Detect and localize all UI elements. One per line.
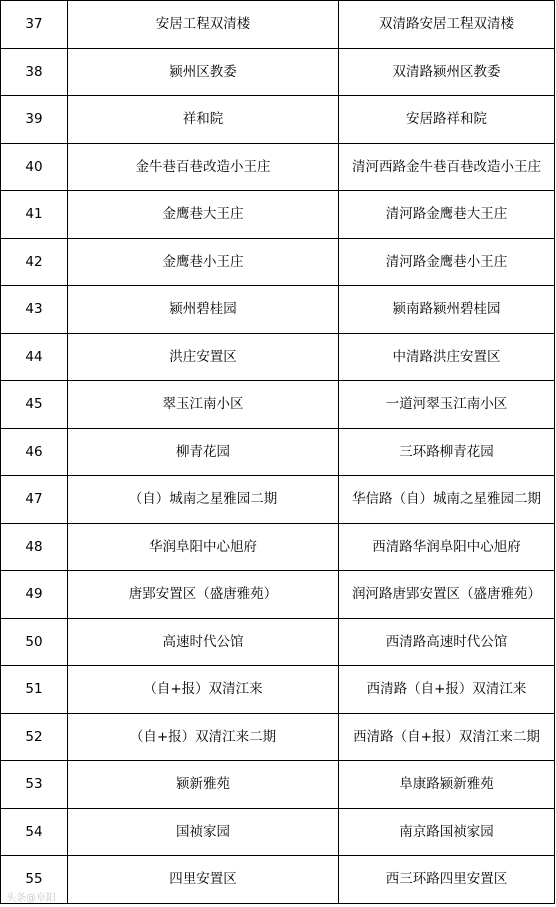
table-row — [1, 96, 555, 144]
row-number: 47 — [1, 476, 68, 524]
row-number: 54 — [1, 808, 68, 856]
table-row — [1, 808, 555, 856]
community-name: 颍新雅苑 — [68, 761, 339, 809]
community-name: 安居工程双清楼 — [68, 1, 339, 49]
community-name: 翠玉江南小区 — [68, 381, 339, 429]
table-row — [1, 381, 555, 429]
table-row — [1, 856, 555, 904]
community-address: 中清路洪庄安置区 — [339, 333, 555, 381]
community-address: 华信路（自）城南之星雅园二期 — [339, 476, 555, 524]
community-address: 三环路柳青花园 — [339, 428, 555, 476]
row-number: 42 — [1, 238, 68, 286]
row-number: 40 — [1, 143, 68, 191]
table-row — [1, 1, 555, 49]
community-address: 西清路华润阜阳中心旭府 — [339, 523, 555, 571]
community-name: 颍州碧桂园 — [68, 286, 339, 334]
table-row — [1, 666, 555, 714]
community-name: （自+报）双清江来 — [68, 666, 339, 714]
community-name: 华润阜阳中心旭府 — [68, 523, 339, 571]
community-name: 四里安置区 — [68, 856, 339, 904]
row-number: 37 — [1, 1, 68, 49]
table-row — [1, 761, 555, 809]
community-address: 一道河翠玉江南小区 — [339, 381, 555, 429]
table-row — [1, 618, 555, 666]
table-row — [1, 191, 555, 239]
community-address: 双清路安居工程双清楼 — [339, 1, 555, 49]
community-address: 安居路祥和院 — [339, 96, 555, 144]
table-row — [1, 476, 555, 524]
community-name: 金牛巷百巷改造小王庄 — [68, 143, 339, 191]
row-number: 50 — [1, 618, 68, 666]
table-row — [1, 713, 555, 761]
row-number: 49 — [1, 571, 68, 619]
row-number: 53 — [1, 761, 68, 809]
row-number: 46 — [1, 428, 68, 476]
community-address: 清河西路金牛巷百巷改造小王庄 — [339, 143, 555, 191]
community-address: 润河路唐郢安置区（盛唐雅苑） — [339, 571, 555, 619]
community-address: 西清路（自+报）双清江来二期 — [339, 713, 555, 761]
community-address: 阜康路颍新雅苑 — [339, 761, 555, 809]
table-row — [1, 428, 555, 476]
community-address: 清河路金鹰巷小王庄 — [339, 238, 555, 286]
table-row — [1, 571, 555, 619]
community-address: 西清路（自+报）双清江来 — [339, 666, 555, 714]
row-number: 48 — [1, 523, 68, 571]
row-number: 51 — [1, 666, 68, 714]
community-address: 颍南路颍州碧桂园 — [339, 286, 555, 334]
table-row — [1, 238, 555, 286]
community-name: 唐郢安置区（盛唐雅苑） — [68, 571, 339, 619]
table-row — [1, 523, 555, 571]
row-number: 43 — [1, 286, 68, 334]
table-row — [1, 48, 555, 96]
community-name: 颍州区教委 — [68, 48, 339, 96]
row-number: 44 — [1, 333, 68, 381]
community-address: 西三环路四里安置区 — [339, 856, 555, 904]
community-name: 金鹰巷大王庄 — [68, 191, 339, 239]
community-name: 柳青花园 — [68, 428, 339, 476]
watermark: 头条@阜阳 — [6, 893, 56, 904]
community-address: 西清路高速时代公馆 — [339, 618, 555, 666]
community-name: 金鹰巷小王庄 — [68, 238, 339, 286]
row-number: 41 — [1, 191, 68, 239]
community-name: （自+报）双清江来二期 — [68, 713, 339, 761]
row-number: 39 — [1, 96, 68, 144]
community-name: 洪庄安置区 — [68, 333, 339, 381]
community-name: 国祯家园 — [68, 808, 339, 856]
table-row — [1, 286, 555, 334]
community-name: （自）城南之星雅园二期 — [68, 476, 339, 524]
table-row — [1, 333, 555, 381]
community-address: 南京路国祯家园 — [339, 808, 555, 856]
row-number: 45 — [1, 381, 68, 429]
community-name: 高速时代公馆 — [68, 618, 339, 666]
row-number: 55 — [1, 856, 68, 904]
community-name: 祥和院 — [68, 96, 339, 144]
community-address: 双清路颍州区教委 — [339, 48, 555, 96]
row-number: 38 — [1, 48, 68, 96]
community-address: 清河路金鹰巷大王庄 — [339, 191, 555, 239]
table-row — [1, 143, 555, 191]
row-number: 52 — [1, 713, 68, 761]
